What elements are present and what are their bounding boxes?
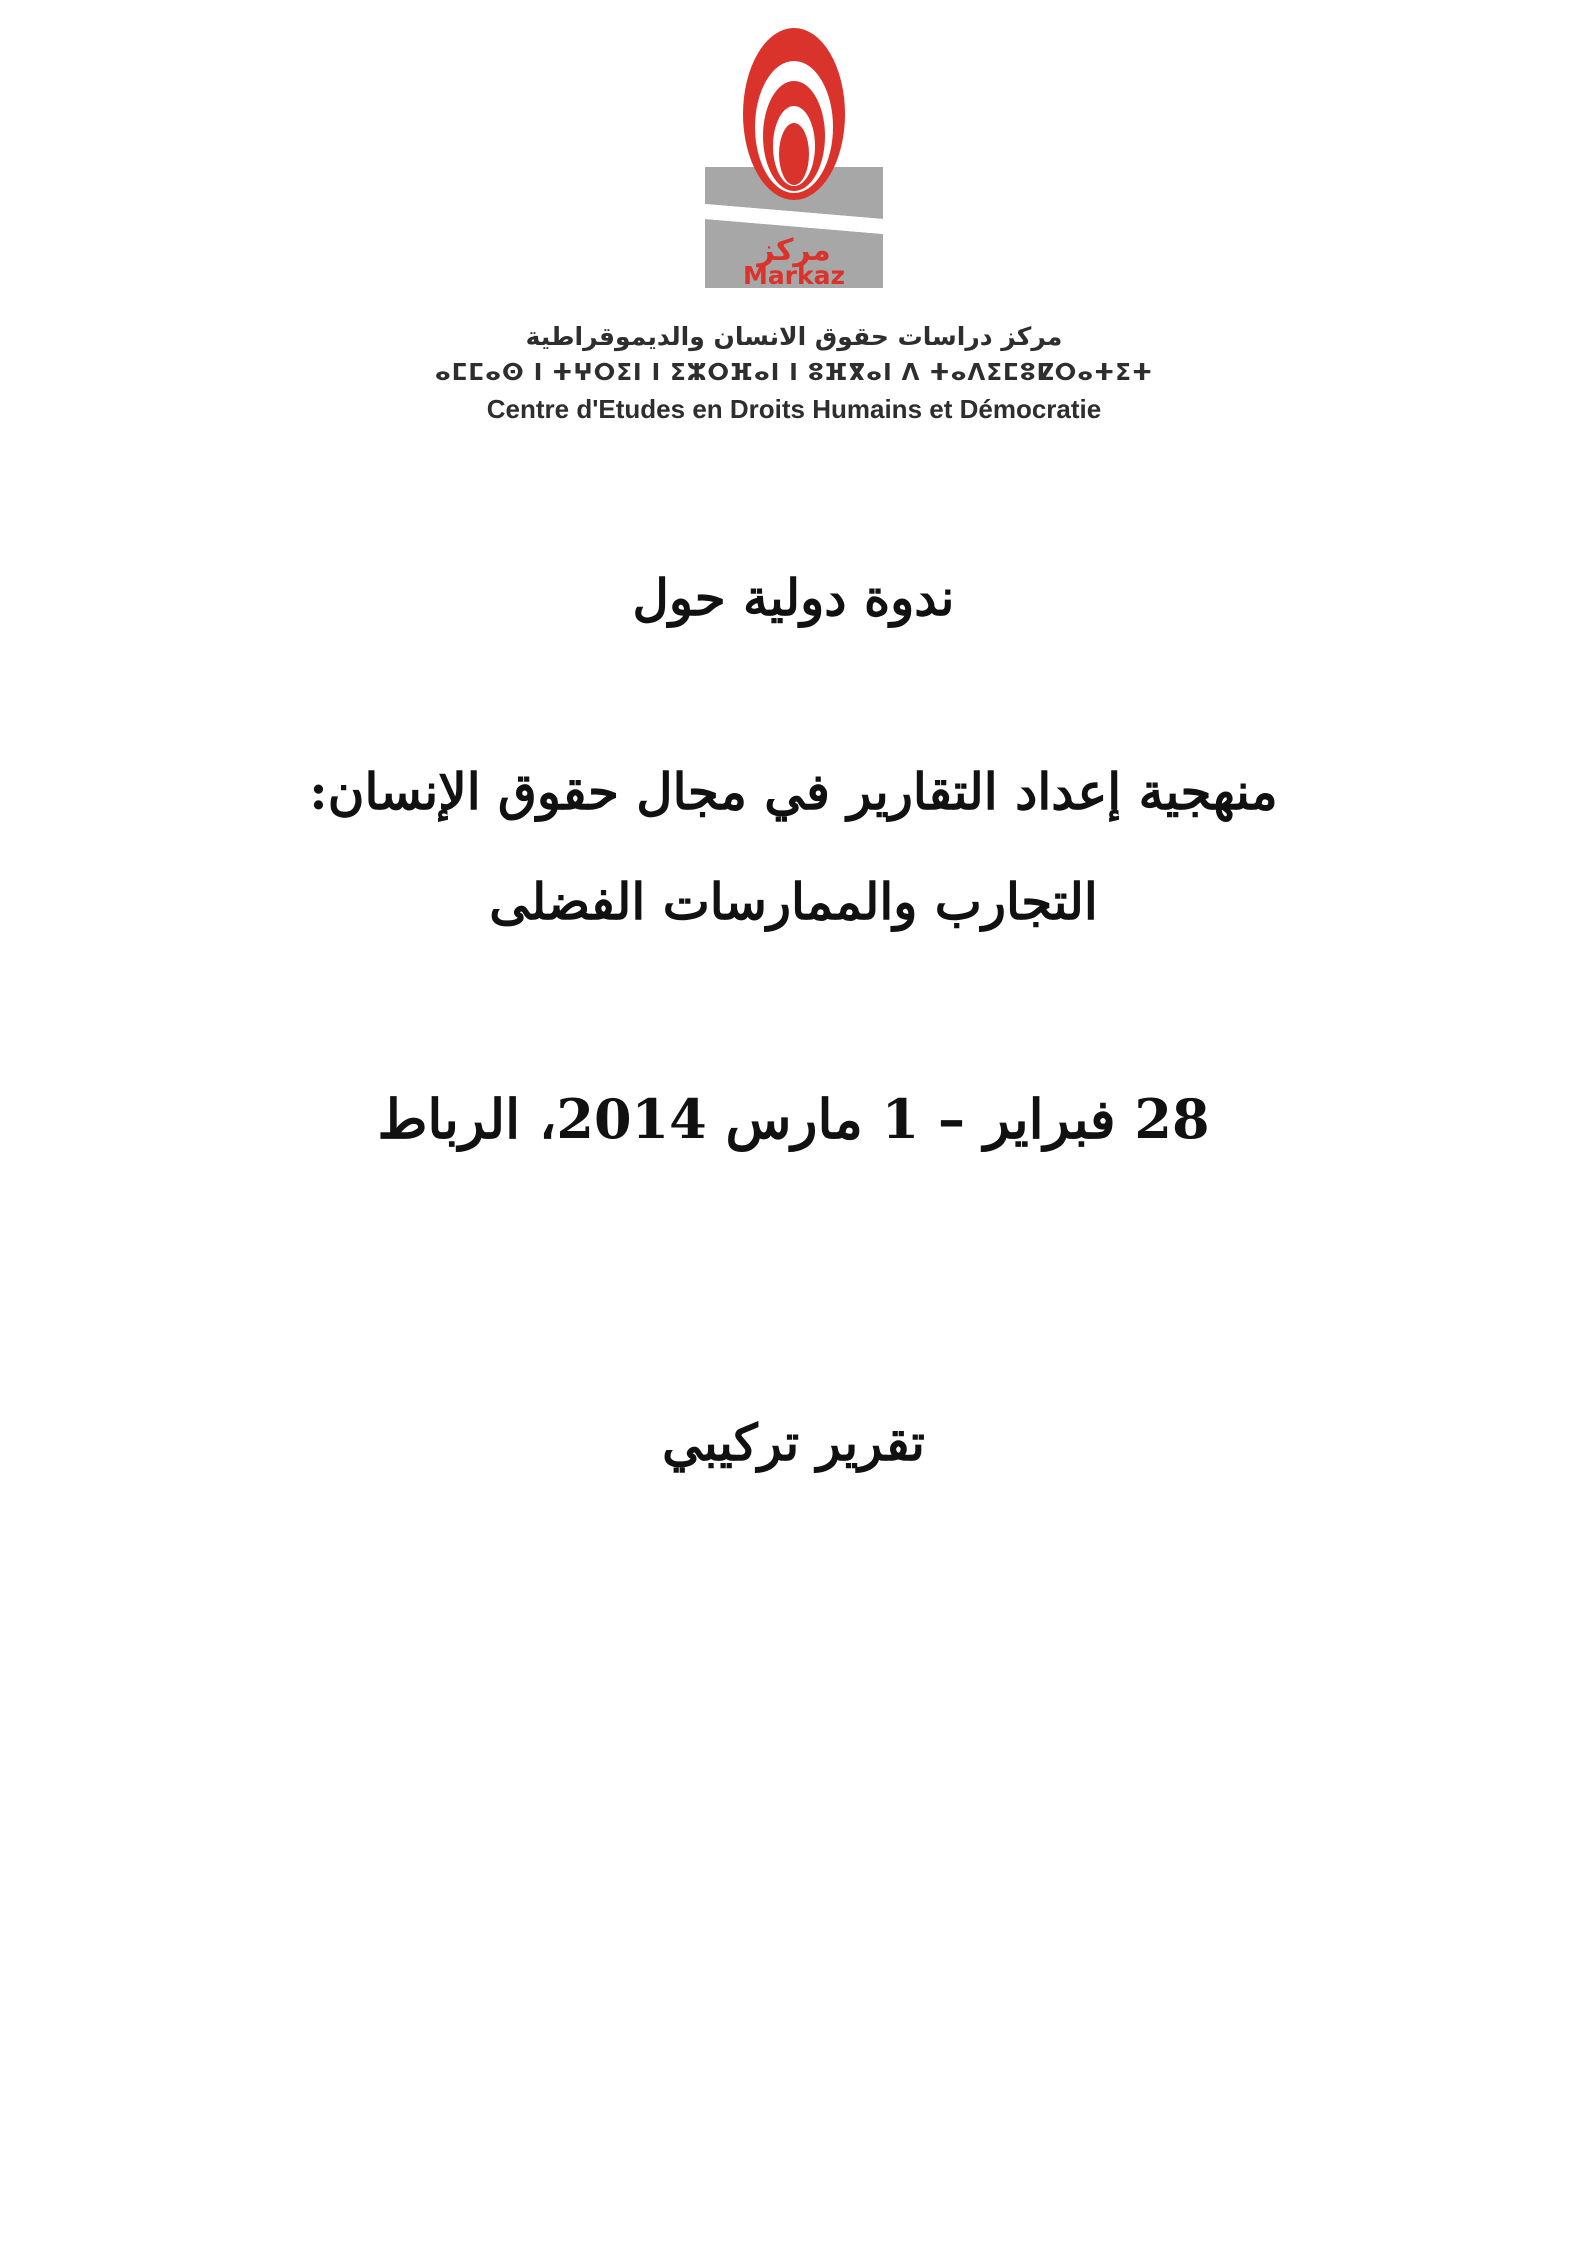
markaz-logo [705,14,883,289]
logo-wordmark-latin: Markaz [742,261,846,289]
markaz-emblem-icon [705,14,883,289]
document-title-line-1: منهجية إعداد التقارير في مجال حقوق الإنسان: [309,762,1278,821]
report-type: تقرير تركيبي [662,1413,925,1472]
organization-name-french: Centre d'Etudes en Droits Humains et Démocratie [486,394,1102,424]
organization-name-tifinagh: ⴰⵎⵎⴰⵙ ⵏ ⵜⵖⵔⵉⵏ ⵏ ⵉⵣⵔⴼⴰⵏ ⵏ ⵓⴼⴳⴰⵏ ⴷ ⵜⴰⴷⵉⵎⵓⵇⵔⴰⵜⵉⵜ [434,360,1154,386]
symposium-intro: ندوة دولية حول [632,568,955,627]
organization-name-arabic: مركز دراسات حقوق الانسان والديموقراطية [525,322,1063,351]
event-date-location: 28 فبراير – 1 مارس 2014، الرباط [377,1087,1210,1151]
document-title-line-2: التجارب والممارسات الفضلى [489,872,1098,931]
logo-wordmark-arabic: مركز [757,233,831,268]
